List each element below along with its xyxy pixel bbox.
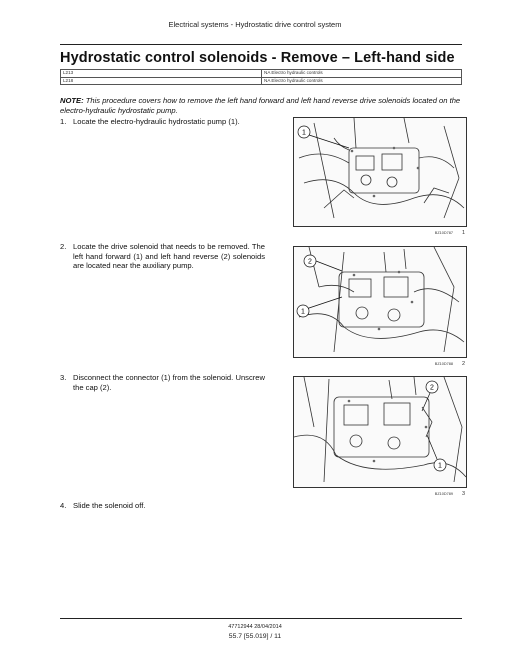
callout-label: 2 — [308, 258, 312, 266]
callout-label: 1 — [302, 129, 306, 137]
step-1 — [60, 117, 265, 127]
step-2 — [60, 242, 265, 271]
table-row — [61, 70, 462, 78]
figure-2-illustration — [293, 246, 467, 358]
note-text: This procedure covers how to remove the left hand forward and left hand reverse drive solenoids located on the electro-hydraulic hydrostatic pump. — [60, 96, 461, 115]
step-number: 2. — [60, 242, 67, 251]
step-number: 1. — [60, 117, 67, 126]
config-cell: NA Electro hydraulic controls — [262, 70, 462, 78]
config-cell: NA Electro hydraulic controls — [262, 77, 462, 85]
figure-1-illustration — [293, 117, 467, 227]
callout-label: 1 — [438, 462, 442, 470]
figure-code: BZ10D787 — [434, 231, 453, 235]
figure-number: 2 — [461, 361, 465, 367]
step-text: Disconnect the connector (1) from the solenoid. Unscrew the cap (2). — [73, 373, 265, 392]
footer-rule — [60, 618, 462, 619]
figure-code: BZ10D789 — [434, 492, 453, 496]
model-cell: L213 — [61, 70, 262, 78]
step-4 — [60, 501, 265, 511]
step-3 — [60, 373, 265, 392]
figure-3-caption — [293, 491, 465, 497]
footer-doc-ref: 47712944 28/04/2014 — [228, 624, 282, 630]
model-applicability-table — [60, 69, 462, 85]
step-text: Locate the drive solenoid that needs to be removed. The left hand forward (1) and left hand reverse (2) solenoids are located near the auxiliary pump. — [73, 242, 265, 270]
footer-page-ref: 55.7 [55.019] / 11 — [228, 633, 282, 640]
figure-number: 3 — [461, 491, 465, 497]
figure-2-caption — [293, 361, 465, 367]
figure-1-caption — [293, 230, 465, 236]
figure-number: 1 — [461, 230, 465, 236]
running-head: Electrical systems - Hydrostatic drive control system — [168, 20, 342, 29]
figure-3-illustration — [293, 376, 467, 488]
note-paragraph — [60, 96, 465, 115]
step-text: Slide the solenoid off. — [73, 501, 146, 510]
page-title: Hydrostatic control solenoids - Remove – Left-hand side — [60, 50, 455, 66]
step-number: 3. — [60, 373, 67, 382]
callout-label: 2 — [430, 384, 434, 392]
title-rule — [60, 44, 462, 45]
callout-label: 1 — [301, 308, 305, 316]
model-cell: L218 — [61, 77, 262, 85]
step-number: 4. — [60, 501, 67, 510]
table-row — [61, 77, 462, 85]
figure-code: BZ10D788 — [434, 362, 453, 366]
note-label: NOTE: — [60, 96, 84, 105]
step-text: Locate the electro-hydraulic hydrostatic pump (1). — [73, 117, 240, 126]
